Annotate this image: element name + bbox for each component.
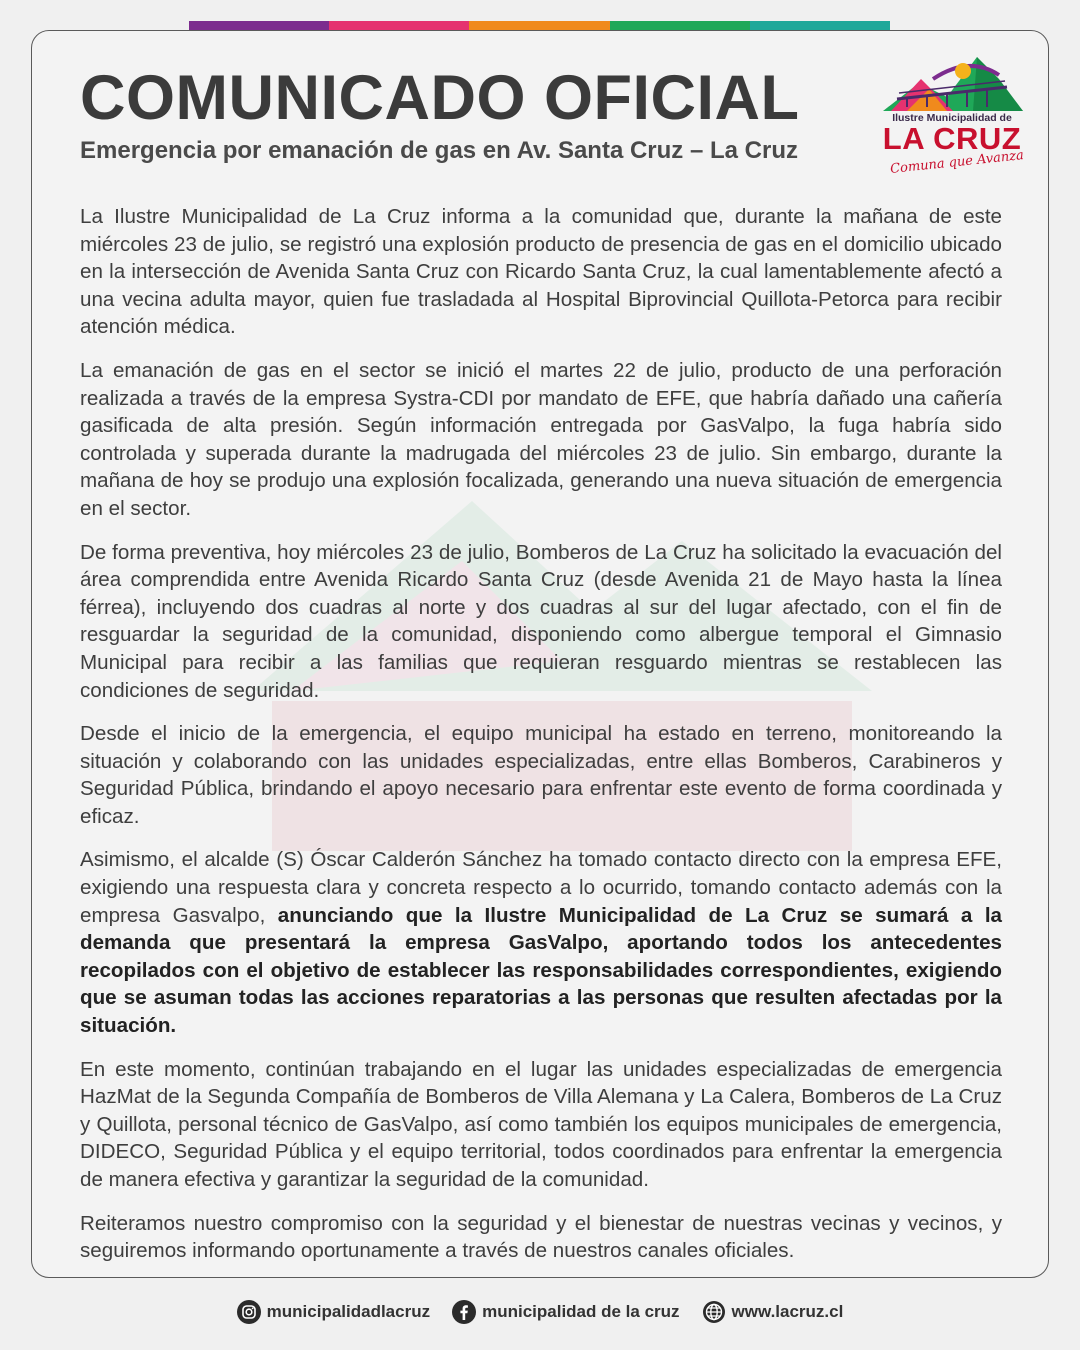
website-url: www.lacruz.cl bbox=[731, 1302, 844, 1321]
page-subtitle: Emergencia por emanación de gas en Av. Santa Cruz – La Cruz bbox=[80, 137, 798, 164]
social-footer bbox=[0, 1296, 1080, 1328]
instagram-handle: municipalidadlacruz bbox=[266, 1302, 431, 1321]
instagram-link[interactable] bbox=[237, 1300, 430, 1324]
paragraph-4: Desde el inicio de la emergencia, el equipo municipal ha estado en terreno, monitoreando la situación y colaborando con las unidades especializadas, entre ellas Bomberos, Carabineros y Seguridad Pública, brindando el apoyo necesario para enfrentar este evento de forma coordinada y eficaz. bbox=[80, 722, 1002, 828]
communique-card bbox=[31, 30, 1049, 1278]
facebook-page: municipalidad de la cruz bbox=[482, 1302, 680, 1321]
page-title: COMUNICADO OFICIAL bbox=[80, 63, 800, 133]
paragraph-5-bold-text: anunciando que la Ilustre Municipalidad de La Cruz se sumará a la demanda que presentará la empresa GasValpo, aportando todos los antecedentes recopilados con el objetivo de establecer las responsabilidades correspondientes, exigiendo que se asuman todas las acciones reparatorias a las personas que resulten afectadas por la situación. bbox=[80, 903, 1002, 1038]
paragraph-5 bbox=[80, 846, 1002, 1039]
paragraph-3: De forma preventiva, hoy miércoles 23 de julio, Bomberos de La Cruz ha solicitado la evacuación del área comprendida entre Avenida Ricardo Santa Cruz (desde Avenida 21 de Mayo hasta la línea férrea), incluyendo dos cuadras al norte y dos cuadras al sur del lugar afectado, con el fin de resguardar la seguridad de la comunidad, disponiendo como albergue temporal el Gimnasio Municipal para recibir a las familias que requieran resguardo mientras se restablecen las condiciones de seguridad. bbox=[80, 540, 1002, 702]
stripe-purple bbox=[189, 21, 329, 30]
paragraph-1: La Ilustre Municipalidad de La Cruz informa a la comunidad que, durante la mañana de este miércoles 23 de julio, se registró una explosión producto de presencia de gas en el domicilio ubicado en la intersección de Avenida Santa Cruz con Ricardo Santa Cruz, la cual lamentablemente afectó a una vecina adulta mayor, quien fue trasladada al Hospital Biprovincial Quillota-Petorca para recibir atención médica. bbox=[80, 205, 1002, 339]
hills-bridge-icon bbox=[877, 49, 1027, 115]
stripe-teal bbox=[750, 21, 890, 30]
logo-tagline: Comuna que Avanza bbox=[889, 148, 1025, 177]
website-link[interactable] bbox=[702, 1300, 844, 1324]
paragraph-5-text: Asimismo, el alcalde (S) Óscar Calderón Sánchez ha tomado contacto directo con la empresa EFE, exigiendo una respuesta clara y concreta respecto a lo ocurrido, tomando contacto además con la empresa Gasvalpo, bbox=[80, 848, 1002, 927]
communique-body bbox=[80, 203, 1002, 1265]
globe-icon bbox=[702, 1300, 726, 1324]
paragraph-6: En este momento, continúan trabajando en el lugar las unidades especializadas de emergencia HazMat de la Segunda Compañía de Bomberos de Villa Alemana y La Calera, Bomberos de La Cruz y Quillota, personal técnico de GasValpo, así como también los equipos municipales de emergencia, DIDECO, Seguridad Pública y el equipo territorial, todos coordinados para enfrentar la emergencia de manera efectiva y garantizar la seguridad de la comunidad. bbox=[80, 1057, 1002, 1191]
municipality-logo bbox=[877, 49, 1027, 177]
instagram-icon bbox=[237, 1300, 261, 1324]
stripe-orange bbox=[469, 21, 609, 30]
color-stripe-bar bbox=[189, 21, 890, 30]
paragraph-7: Reiteramos nuestro compromiso con la seguridad y el bienestar de nuestras vecinas y vecinos, y seguiremos informando oportunamente a través de nuestros canales oficiales. bbox=[80, 1211, 1002, 1263]
logo-line-2: LA CRUZ bbox=[882, 121, 1022, 156]
stripe-green bbox=[610, 21, 750, 30]
paragraph-2: La emanación de gas en el sector se inició el martes 22 de julio, producto de una perforación realizada a través de la empresa Systra-CDI por mandato de EFE, que habría dañado una cañería gasificada de alta presión. Según información entregada por GasValpo, la fuga habría sido controlada y superada durante la madrugada del miércoles 23 de julio. Sin embargo, durante la mañana de hoy se produjo una explosión focalizada, generando una nueva situación de emergencia en el sector. bbox=[80, 358, 1002, 520]
facebook-link[interactable] bbox=[452, 1300, 679, 1324]
logo-line-1: Ilustre Municipalidad de bbox=[892, 112, 1012, 124]
stripe-pink bbox=[329, 21, 469, 30]
facebook-icon bbox=[452, 1300, 476, 1324]
